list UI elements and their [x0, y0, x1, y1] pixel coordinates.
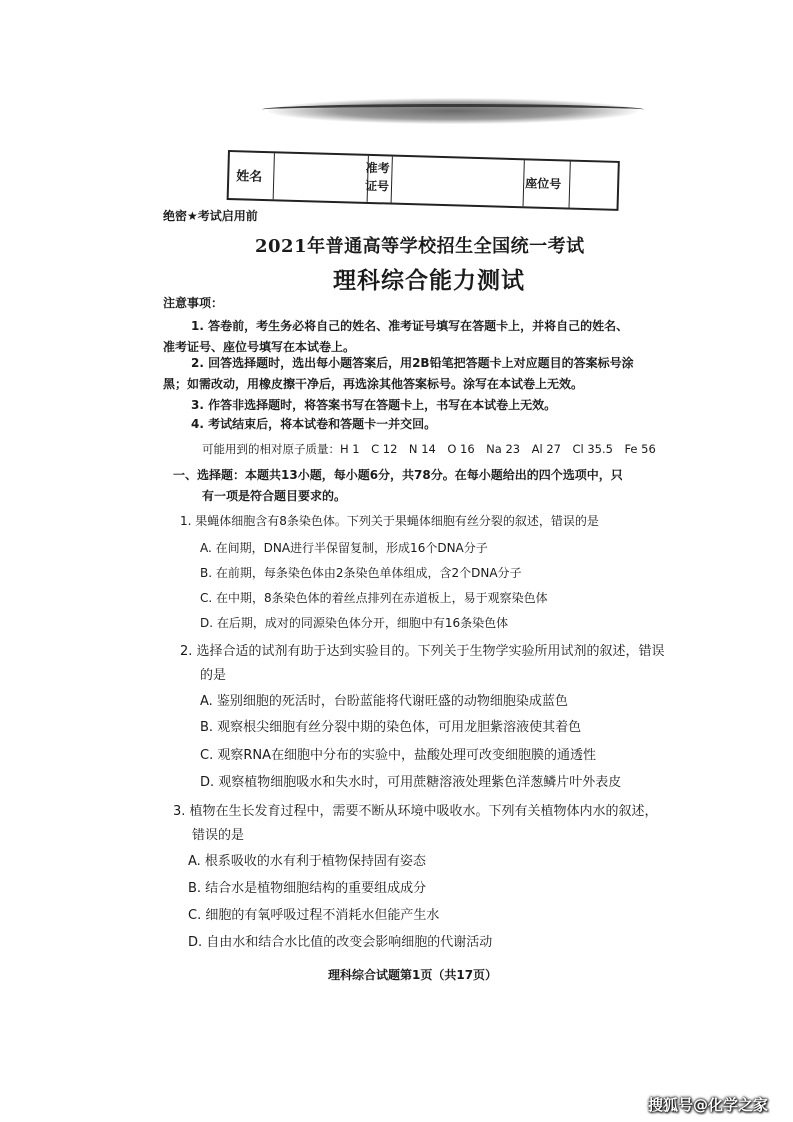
note-line: 4. 考试结束后，将本试卷和答题卡一并交回。 [191, 417, 437, 431]
exam-id-label-2: 证号 [364, 178, 390, 194]
section-heading-cont: 有一项是符合题目要求的。 [202, 489, 347, 503]
question-option: D. 自由水和结合水比值的改变会影响细胞的代谢活动 [188, 935, 493, 950]
note-line: 3. 作答非选择题时，将答案书写在答题卡上，书写在本试卷上无效。 [191, 398, 557, 412]
seat-field[interactable] [569, 162, 616, 209]
exam-id-label-1: 准考 [365, 160, 390, 176]
seat-label-cell [523, 160, 571, 207]
page-footer: 理科综合试题第1页（共17页） [328, 968, 498, 982]
question-option: A. 鉴别细胞的死活时，台盼蓝能将代谢旺盛的动物细胞染成蓝色 [200, 694, 568, 709]
question-option: B. 结合水是植物细胞结构的重要组成成分 [188, 881, 427, 896]
question-option: A. 在间期，DNA进行半保留复制，形成16个DNA分子 [200, 541, 488, 555]
question-stem-cont: 的是 [200, 668, 227, 683]
name-label: 姓名 [236, 169, 263, 185]
seat-label: 座位号 [524, 176, 562, 192]
question-option: B. 观察根尖细胞有丝分裂中期的染色体，可用龙胆紫溶液使其着色 [200, 720, 582, 735]
question-option: C. 细胞的有氧呼吸过程不消耗水但能产生水 [188, 908, 440, 923]
note-line: 黑；如需改动，用橡皮擦干净后，再选涂其他答案标号。涂写在本试卷上无效。 [163, 377, 584, 391]
question-option: A. 根系吸收的水有利于植物保持固有姿态 [188, 854, 426, 869]
note-line: 2. 回答选择题时，选出每小题答案后，用2B铅笔把答题卡上对应题目的答案标号涂 [191, 356, 634, 370]
question-stem: 2. 选择合适的试剂有助于达到实验目的。下列关于生物学实验所用试剂的叙述，错误 [180, 644, 665, 659]
name-field[interactable] [273, 153, 369, 202]
question-stem: 1. 果蝇体细胞含有8条染色体。下列关于果蝇体细胞有丝分裂的叙述，错误的是 [180, 514, 599, 528]
notes-heading: 注意事项： [163, 296, 224, 310]
scan-shadow-edge [262, 104, 644, 115]
name-label-cell [229, 152, 275, 199]
question-option: D. 观察植物细胞吸水和失水时，可用蔗糖溶液处理紫色洋葱鳞片叶外表皮 [200, 775, 622, 790]
section-heading: 一、选择题：本题共13小题，每小题6分，共78分。在每小题给出的四个选项中，只 [173, 468, 623, 482]
secrecy-mark: 绝密★考试启用前 [163, 209, 258, 223]
atomic-masses: 可能用到的相对原子质量：H 1 C 12 N 14 O 16 Na 23 Al 27 Cl 35.5 Fe 56 [202, 442, 656, 456]
note-line: 准考证号、座位号填写在本试卷上。 [163, 340, 356, 354]
question-option: C. 在中期，8条染色体的着丝点排列在赤道板上，易于观察染色体 [200, 591, 548, 605]
note-line: 1. 答卷前，考生务必将自己的姓名、准考证号填写在答题卡上，并将自己的姓名、 [191, 319, 629, 333]
question-option: B. 在前期，每条染色体由2条染色单体组成，含2个DNA分子 [200, 566, 522, 580]
exam-id-label-cell [364, 156, 393, 203]
student-info-table [227, 150, 620, 211]
exam-subtitle: 理科综合能力测试 [333, 268, 525, 294]
source-watermark: 搜狐号@化学之家 [648, 1096, 769, 1114]
question-option: D. 在后期，成对的同源染色体分开，细胞中有16条染色体 [200, 616, 509, 630]
exam-id-field[interactable] [391, 157, 525, 207]
question-stem: 3. 植物在生长发育过程中，需要不断从环境中吸收水。下列有关植物体内水的叙述， [173, 804, 658, 819]
question-stem-cont: 错误的是 [192, 828, 245, 843]
exam-title: 2021年普通高等学校招生全国统一考试 [255, 236, 585, 257]
question-option: C. 观察RNA在细胞中分布的实验中，盐酸处理可改变细胞膜的通透性 [200, 748, 596, 763]
